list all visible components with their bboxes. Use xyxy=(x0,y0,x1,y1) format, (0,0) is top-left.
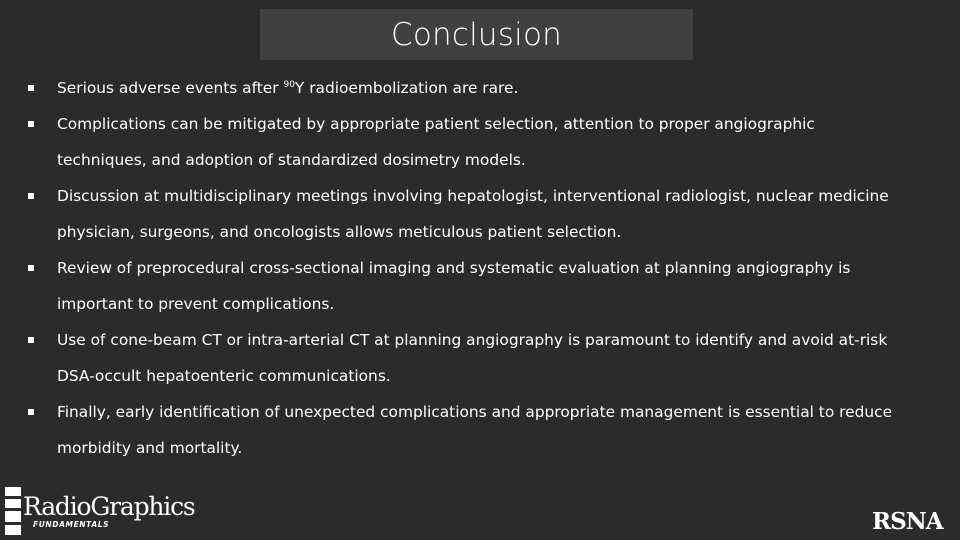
bullet-text-line: Discussion at multidisciplinary meetings involving hepatologist, interventional radiologist, nuclear medicine xyxy=(57,187,889,205)
rsna-logo-name: RSNA xyxy=(872,508,943,535)
square-bullet-icon xyxy=(28,265,34,271)
square-bullet-icon xyxy=(28,409,34,415)
bullet-text-part: Y radioembolization are rare. xyxy=(294,79,519,97)
square-bullet-icon xyxy=(28,193,34,199)
bullet-text xyxy=(57,178,947,250)
superscript-isotope: 90 xyxy=(283,80,295,90)
bullet-text xyxy=(57,322,947,394)
slide-title-box xyxy=(260,9,693,60)
bullet-text xyxy=(57,394,947,466)
square-bullet-icon xyxy=(28,337,34,343)
bullet-text-line: DSA-occult hepatoenteric communications. xyxy=(57,367,391,385)
bullet-text-line: Complications can be mitigated by appropriate patient selection, attention to proper angiographic xyxy=(57,115,815,133)
radiographics-logo-subtitle: FUNDAMENTALS xyxy=(33,520,110,529)
bullet-text xyxy=(57,106,947,178)
radiographics-logo-icon xyxy=(5,487,205,535)
radiographics-logo-name: RadioGraphics xyxy=(23,492,195,521)
radiographics-bars-icon xyxy=(5,487,21,535)
bullet-text-line: Review of preprocedural cross-sectional imaging and systematic evaluation at planning angiography is xyxy=(57,259,851,277)
bullet-text xyxy=(57,250,947,322)
bullet-text-line: Finally, early identification of unexpected complications and appropriate management is essential to reduce xyxy=(57,403,893,421)
bullet-text-line: techniques, and adoption of standardized dosimetry models. xyxy=(57,151,526,169)
slide-title: Conclusion xyxy=(391,16,562,53)
square-bullet-icon xyxy=(28,85,34,91)
bullet-text-line: Use of cone-beam CT or intra-arterial CT at planning angiography is paramount to identify and avoid at-risk xyxy=(57,331,888,349)
bullet-text-line: physician, surgeons, and oncologists allows meticulous patient selection. xyxy=(57,223,622,241)
bullet-text-part: Serious adverse events after xyxy=(57,79,284,97)
rsna-logo-icon xyxy=(872,508,956,536)
bullet-text xyxy=(57,70,947,106)
square-bullet-icon xyxy=(28,121,34,127)
bullet-text-line: morbidity and mortality. xyxy=(57,439,243,457)
bullet-text-line: important to prevent complications. xyxy=(57,295,335,313)
